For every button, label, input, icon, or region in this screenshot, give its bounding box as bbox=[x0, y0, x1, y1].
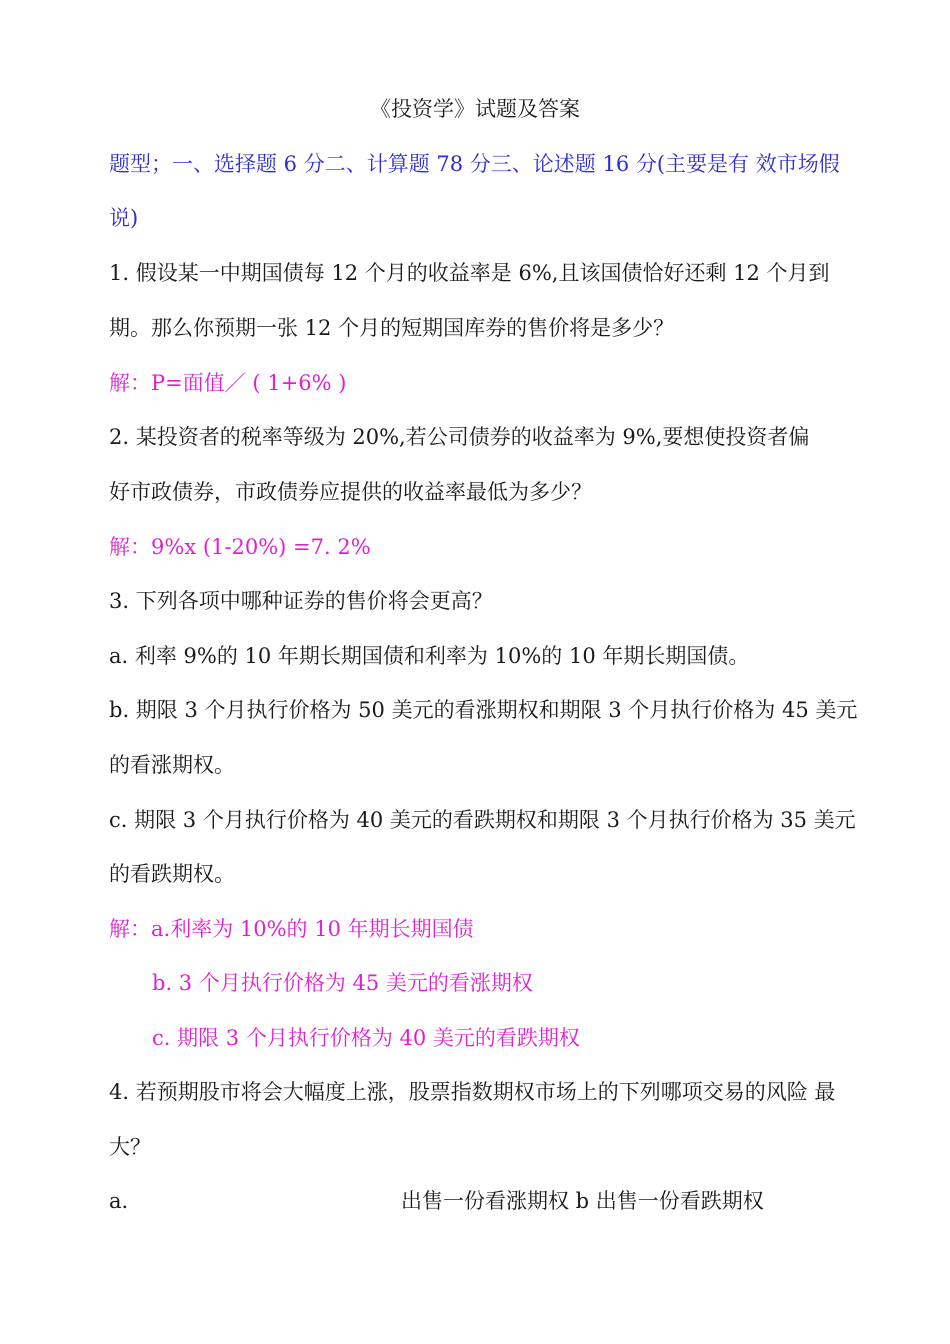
q2-answer: 解：9%x (1-20%) =7. 2% bbox=[109, 535, 371, 559]
q3-option-b-line-1: b. 期限 3 个月执行价格为 50 美元的看涨期权和期限 3 个月执行价格为 45 美元 bbox=[109, 698, 858, 722]
q3-option-a: a. 利率 9%的 10 年期长期国债和利率为 10%的 10 年期长期国债。 bbox=[109, 644, 750, 668]
q4-option-a-label: a. bbox=[109, 1189, 129, 1213]
question-types-line-1: 题型；一、选择题 6 分二、计算题 78 分三、论述题 16 分(主要是有 效市场假 bbox=[109, 152, 840, 176]
q4-line-2: 大？ bbox=[109, 1135, 151, 1159]
q1-answer: 解：P=面值／ ( 1+6% ) bbox=[109, 371, 347, 395]
q2-line-1: 2. 某投资者的税率等级为 20%,若公司债券的收益率为 9%,要想使投资者偏 bbox=[109, 425, 810, 449]
q3-option-c-line-2: 的看跌期权。 bbox=[109, 862, 235, 886]
q3-stem: 3. 下列各项中哪种证券的售价将会更高？ bbox=[109, 589, 493, 613]
q2-line-2: 好市政债券，市政债券应提供的收益率最低为多少？ bbox=[109, 480, 592, 504]
question-types-line-2: 说) bbox=[109, 206, 139, 230]
q4-options: 出售一份看涨期权 b 出售一份看跌期权 bbox=[401, 1189, 764, 1213]
q1-line-2: 期。那么你预期一张 12 个月的短期国库券的售价将是多少？ bbox=[109, 316, 675, 340]
q3-answer-b: b. 3 个月执行价格为 45 美元的看涨期权 bbox=[152, 971, 533, 995]
q1-line-1: 1. 假设某一中期国债每 12 个月的收益率是 6%,且该国债恰好还剩 12 个月到 bbox=[109, 261, 830, 285]
q3-option-c-line-1: c. 期限 3 个月执行价格为 40 美元的看跌期权和期限 3 个月执行价格为 35 美元 bbox=[109, 808, 856, 832]
q3-answer-c: c. 期限 3 个月执行价格为 40 美元的看跌期权 bbox=[152, 1026, 580, 1050]
document-title: 《投资学》试题及答案 bbox=[370, 97, 580, 121]
q3-answer-a: 解：a.利率为 10%的 10 年期长期国债 bbox=[109, 917, 474, 941]
q3-option-b-line-2: 的看涨期权。 bbox=[109, 753, 235, 777]
q4-line-1: 4. 若预期股市将会大幅度上涨，股票指数期权市场上的下列哪项交易的风险 最 bbox=[109, 1080, 836, 1104]
